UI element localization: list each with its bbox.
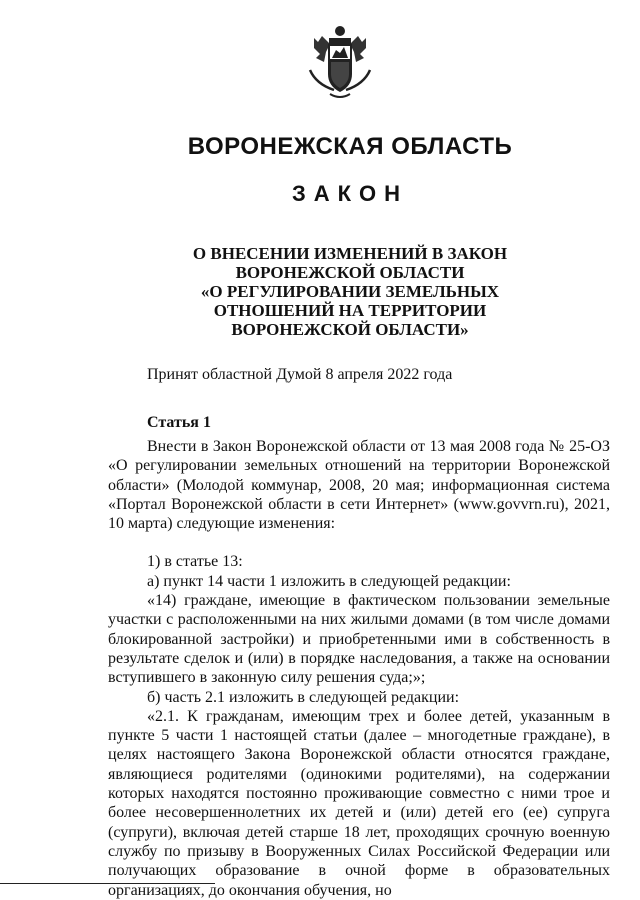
subject-line: «О РЕГУЛИРОВАНИИ ЗЕМЕЛЬНЫХ [200, 282, 500, 301]
subject-line: ВОРОНЕЖСКОЙ ОБЛАСТИ» [231, 320, 469, 339]
paragraph: Внести в Закон Воронежской области от 13 мая 2008 года № 25-ОЗ «О регулировании земельных отношений на территории Воронежской области» (Молодой коммунар, 2008, 20 мая; информационная система «Портал Воронежской области в сети Интернет» (www.govvrn.ru), 2021, 10 марта) следующие изменения: [108, 438, 610, 533]
subject-line: ОТНОШЕНИЙ НА ТЕРРИТОРИИ [213, 301, 487, 320]
article-title: Статья 1 [147, 414, 211, 431]
subject-line: О ВНЕСЕНИИ ИЗМЕНЕНИЙ В ЗАКОН [192, 244, 508, 263]
document-type: ЗАКОН [291, 181, 409, 206]
paragraph: а) пункт 14 части 1 изложить в следующей редакции: [147, 572, 511, 590]
law-subject [0, 244, 640, 339]
paragraph: б) часть 2.1 изложить в следующей редакции: [147, 688, 460, 706]
region-title: ВОРОНЕЖСКАЯ ОБЛАСТЬ [187, 133, 513, 160]
paragraph: «14) граждане, имеющие в фактическом пользовании земельные участки с расположенными на них жилыми домами (в том числе домами блокированной застройки) и приобретенными ими в собственность в результате сделок и (или) в порядке наследования, а также на основании вступившего в законную силу решения суда;»; [108, 592, 610, 687]
article-body [108, 437, 610, 900]
coat-of-arms-icon [300, 22, 380, 102]
paragraph: 1) в статье 13: [147, 553, 243, 571]
subject-line: ВОРОНЕЖСКОЙ ОБЛАСТИ [235, 263, 465, 282]
paragraph: «2.1. К гражданам, имеющим трех и более детей, указанным в пункте 5 части 1 настоящей статьи (далее – многодетные граждане), в целях настоящего Закона Воронежской области относятся граждане, являющиеся родителями (одинокими родителями), на содержании которых находятся постоянно проживающие совместно с ними трое и более несовершеннолетних их детей и (или) детей его (ее) супруга (супруги), включая детей старше 18 лет, проходящих срочную военную службу по призыву в Вооруженных Силах Российской Федерации или получающих образование в очной форме в образовательных организациях, до окончания обучения, но [108, 707, 610, 899]
footer-divider [0, 883, 215, 884]
adoption-date: Принят областной Думой 8 апреля 2022 года [147, 366, 453, 383]
